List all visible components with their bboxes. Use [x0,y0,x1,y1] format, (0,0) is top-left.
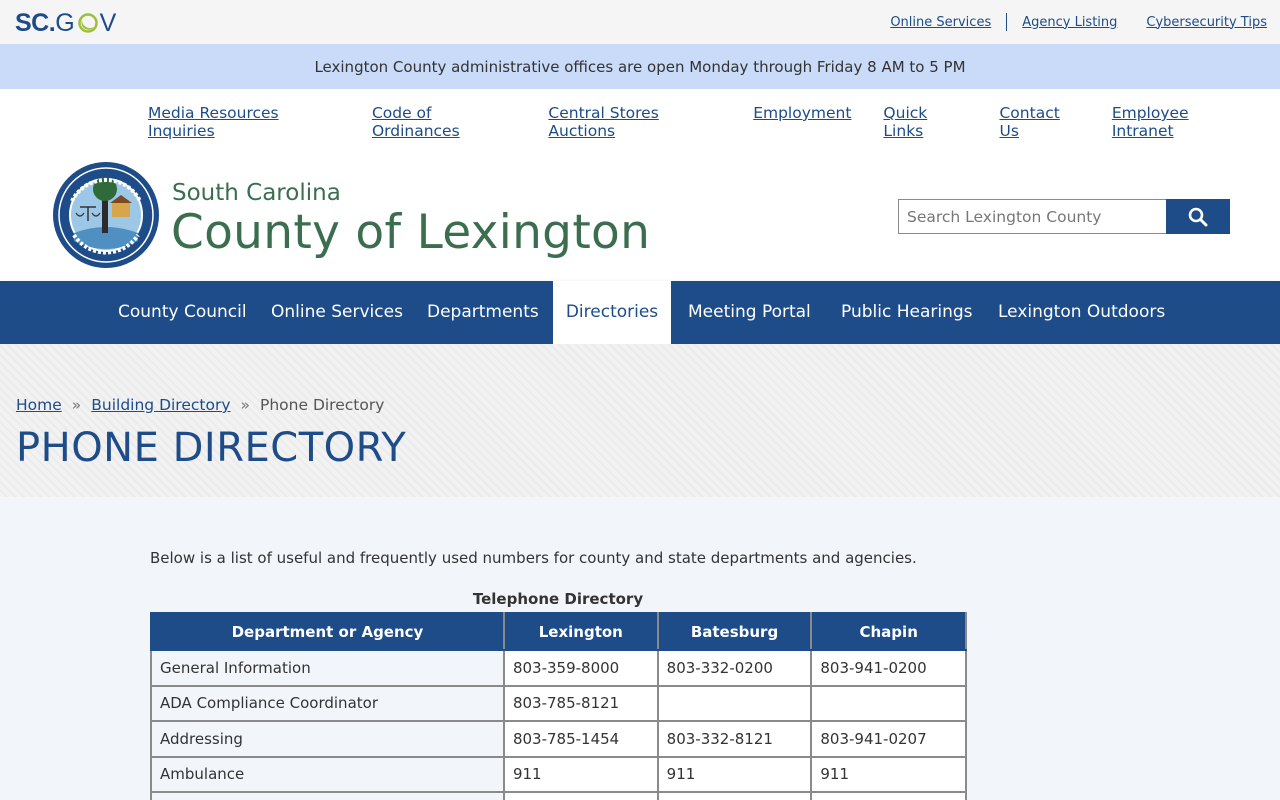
scgov-link-separator [1006,13,1007,31]
search-icon [1188,207,1208,227]
page-title: PHONE DIRECTORY [16,425,407,471]
utility-nav [148,104,1280,140]
scgov-bar [0,0,1280,44]
scgov-link-cybersecurity-tips[interactable]: Cybersecurity Tips [1146,14,1267,30]
table-cell-phone [658,792,812,800]
utility-link-employee-intranet[interactable]: Employee Intranet [1111,104,1189,140]
table-cell-department: Ambulance [151,757,504,793]
site-subtitle: South Carolina [172,180,341,206]
table-cell-department: General Information [151,650,504,686]
nav-lexington-outdoors[interactable]: Lexington Outdoors [998,302,1166,322]
office-hours-notice: Lexington County administrative offices are open Monday through Friday 8 AM to 5 PM [0,44,1280,89]
table-cell-department: ADA Compliance Coordinator [151,686,504,722]
table-cell-phone: 911 [504,757,658,793]
palmetto-moon-icon [77,12,99,34]
nav-meeting-portal[interactable]: Meeting Portal [688,302,811,322]
table-cell-phone: 803-359-8000 [504,650,658,686]
nav-public-hearings[interactable]: Public Hearings [841,302,973,322]
scgov-logo-dot: . [48,8,56,37]
utility-link-contact-us[interactable]: Contact Us [999,104,1060,140]
scgov-logo-v: V [99,8,118,37]
search-form [898,199,1230,234]
table-cell-phone: 803-941-0200 [811,650,966,686]
table-row [151,686,966,722]
column-header-batesburg: Batesburg [658,613,812,650]
table-cell-phone: 911 [811,757,966,793]
scgov-logo-g: G [55,8,76,37]
utility-link-code-of-ordinances[interactable]: Code of Ordinances [371,104,460,140]
table-cell-phone: 803-785-1454 [504,721,658,757]
table-row [151,792,966,800]
nav-directories[interactable]: Directories [553,281,671,344]
page-heading-band [0,344,1280,497]
main-nav [0,281,1280,344]
table-cell-phone: 911 [658,757,812,793]
breadcrumb-current: Phone Directory [260,396,385,414]
utility-link-media-resources[interactable]: Media Resources Inquiries [148,104,279,140]
site-title[interactable]: County of Lexington [171,205,651,260]
table-cell-phone [811,792,966,800]
column-header-department: Department or Agency [151,613,504,650]
column-header-lexington: Lexington [504,613,658,650]
table-cell-phone: 803-785-8121 [504,686,658,722]
utility-link-central-stores[interactable]: Central Stores Auctions [548,104,659,140]
table-cell-department [151,792,504,800]
scgov-link-online-services[interactable]: Online Services [890,14,992,30]
table-caption: Telephone Directory [472,590,644,608]
telephone-directory-table [150,612,967,800]
breadcrumb-building-directory[interactable]: Building Directory [91,396,231,414]
scgov-links [890,13,1267,31]
search-button[interactable] [1166,199,1230,234]
scgov-logo-sc: SC [15,8,49,37]
scgov-link-agency-listing[interactable]: Agency Listing [1022,14,1118,30]
table-row [151,757,966,793]
intro-text: Below is a list of useful and frequently used numbers for county and state departments and agencies. [150,549,917,567]
table-row [151,650,966,686]
scgov-logo[interactable] [15,9,117,37]
table-cell-phone: 803-941-0207 [811,721,966,757]
utility-link-employment[interactable]: Employment [753,104,852,122]
table-cell-phone: 803-332-0200 [658,650,812,686]
table-cell-phone [811,686,966,722]
breadcrumb [16,396,384,414]
breadcrumb-separator: » [71,396,82,414]
table-row [151,721,966,757]
table-cell-department: Addressing [151,721,504,757]
county-seal-icon[interactable] [52,161,160,269]
table-cell-phone [504,792,658,800]
table-cell-phone [658,686,812,722]
utility-link-quick-links[interactable]: Quick Links [883,104,928,140]
search-input[interactable] [898,199,1166,234]
breadcrumb-home[interactable]: Home [16,396,62,414]
nav-online-services[interactable]: Online Services [271,302,403,322]
column-header-chapin: Chapin [811,613,966,650]
table-header-row [151,613,966,650]
breadcrumb-separator: » [240,396,250,414]
table-cell-phone: 803-332-8121 [658,721,812,757]
nav-departments[interactable]: Departments [427,302,539,322]
nav-county-council[interactable]: County Council [118,302,247,322]
